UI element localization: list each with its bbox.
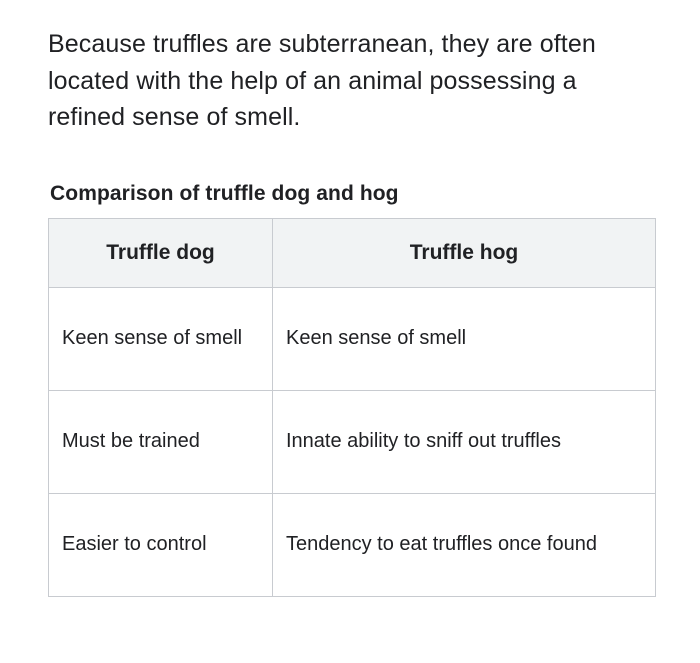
comparison-table [48, 218, 656, 597]
table-row [49, 287, 656, 390]
table-cell: Tendency to eat truffles once found [273, 493, 656, 596]
table-header-row [49, 218, 656, 287]
table-cell: Keen sense of smell [49, 287, 273, 390]
table-row [49, 493, 656, 596]
body-paragraph: Because truffles are subterranean, they are often located with the help of an animal possessing a refined sense of smell. [48, 30, 596, 131]
table-row [49, 390, 656, 493]
column-header-truffle-hog: Truffle hog [273, 218, 656, 287]
table-caption: Comparison of truffle dog and hog [50, 181, 399, 205]
table-cell: Keen sense of smell [273, 287, 656, 390]
table-cell: Must be trained [49, 390, 273, 493]
column-header-truffle-dog: Truffle dog [49, 218, 273, 287]
table-cell: Easier to control [49, 493, 273, 596]
table-cell: Innate ability to sniff out truffles [273, 390, 656, 493]
